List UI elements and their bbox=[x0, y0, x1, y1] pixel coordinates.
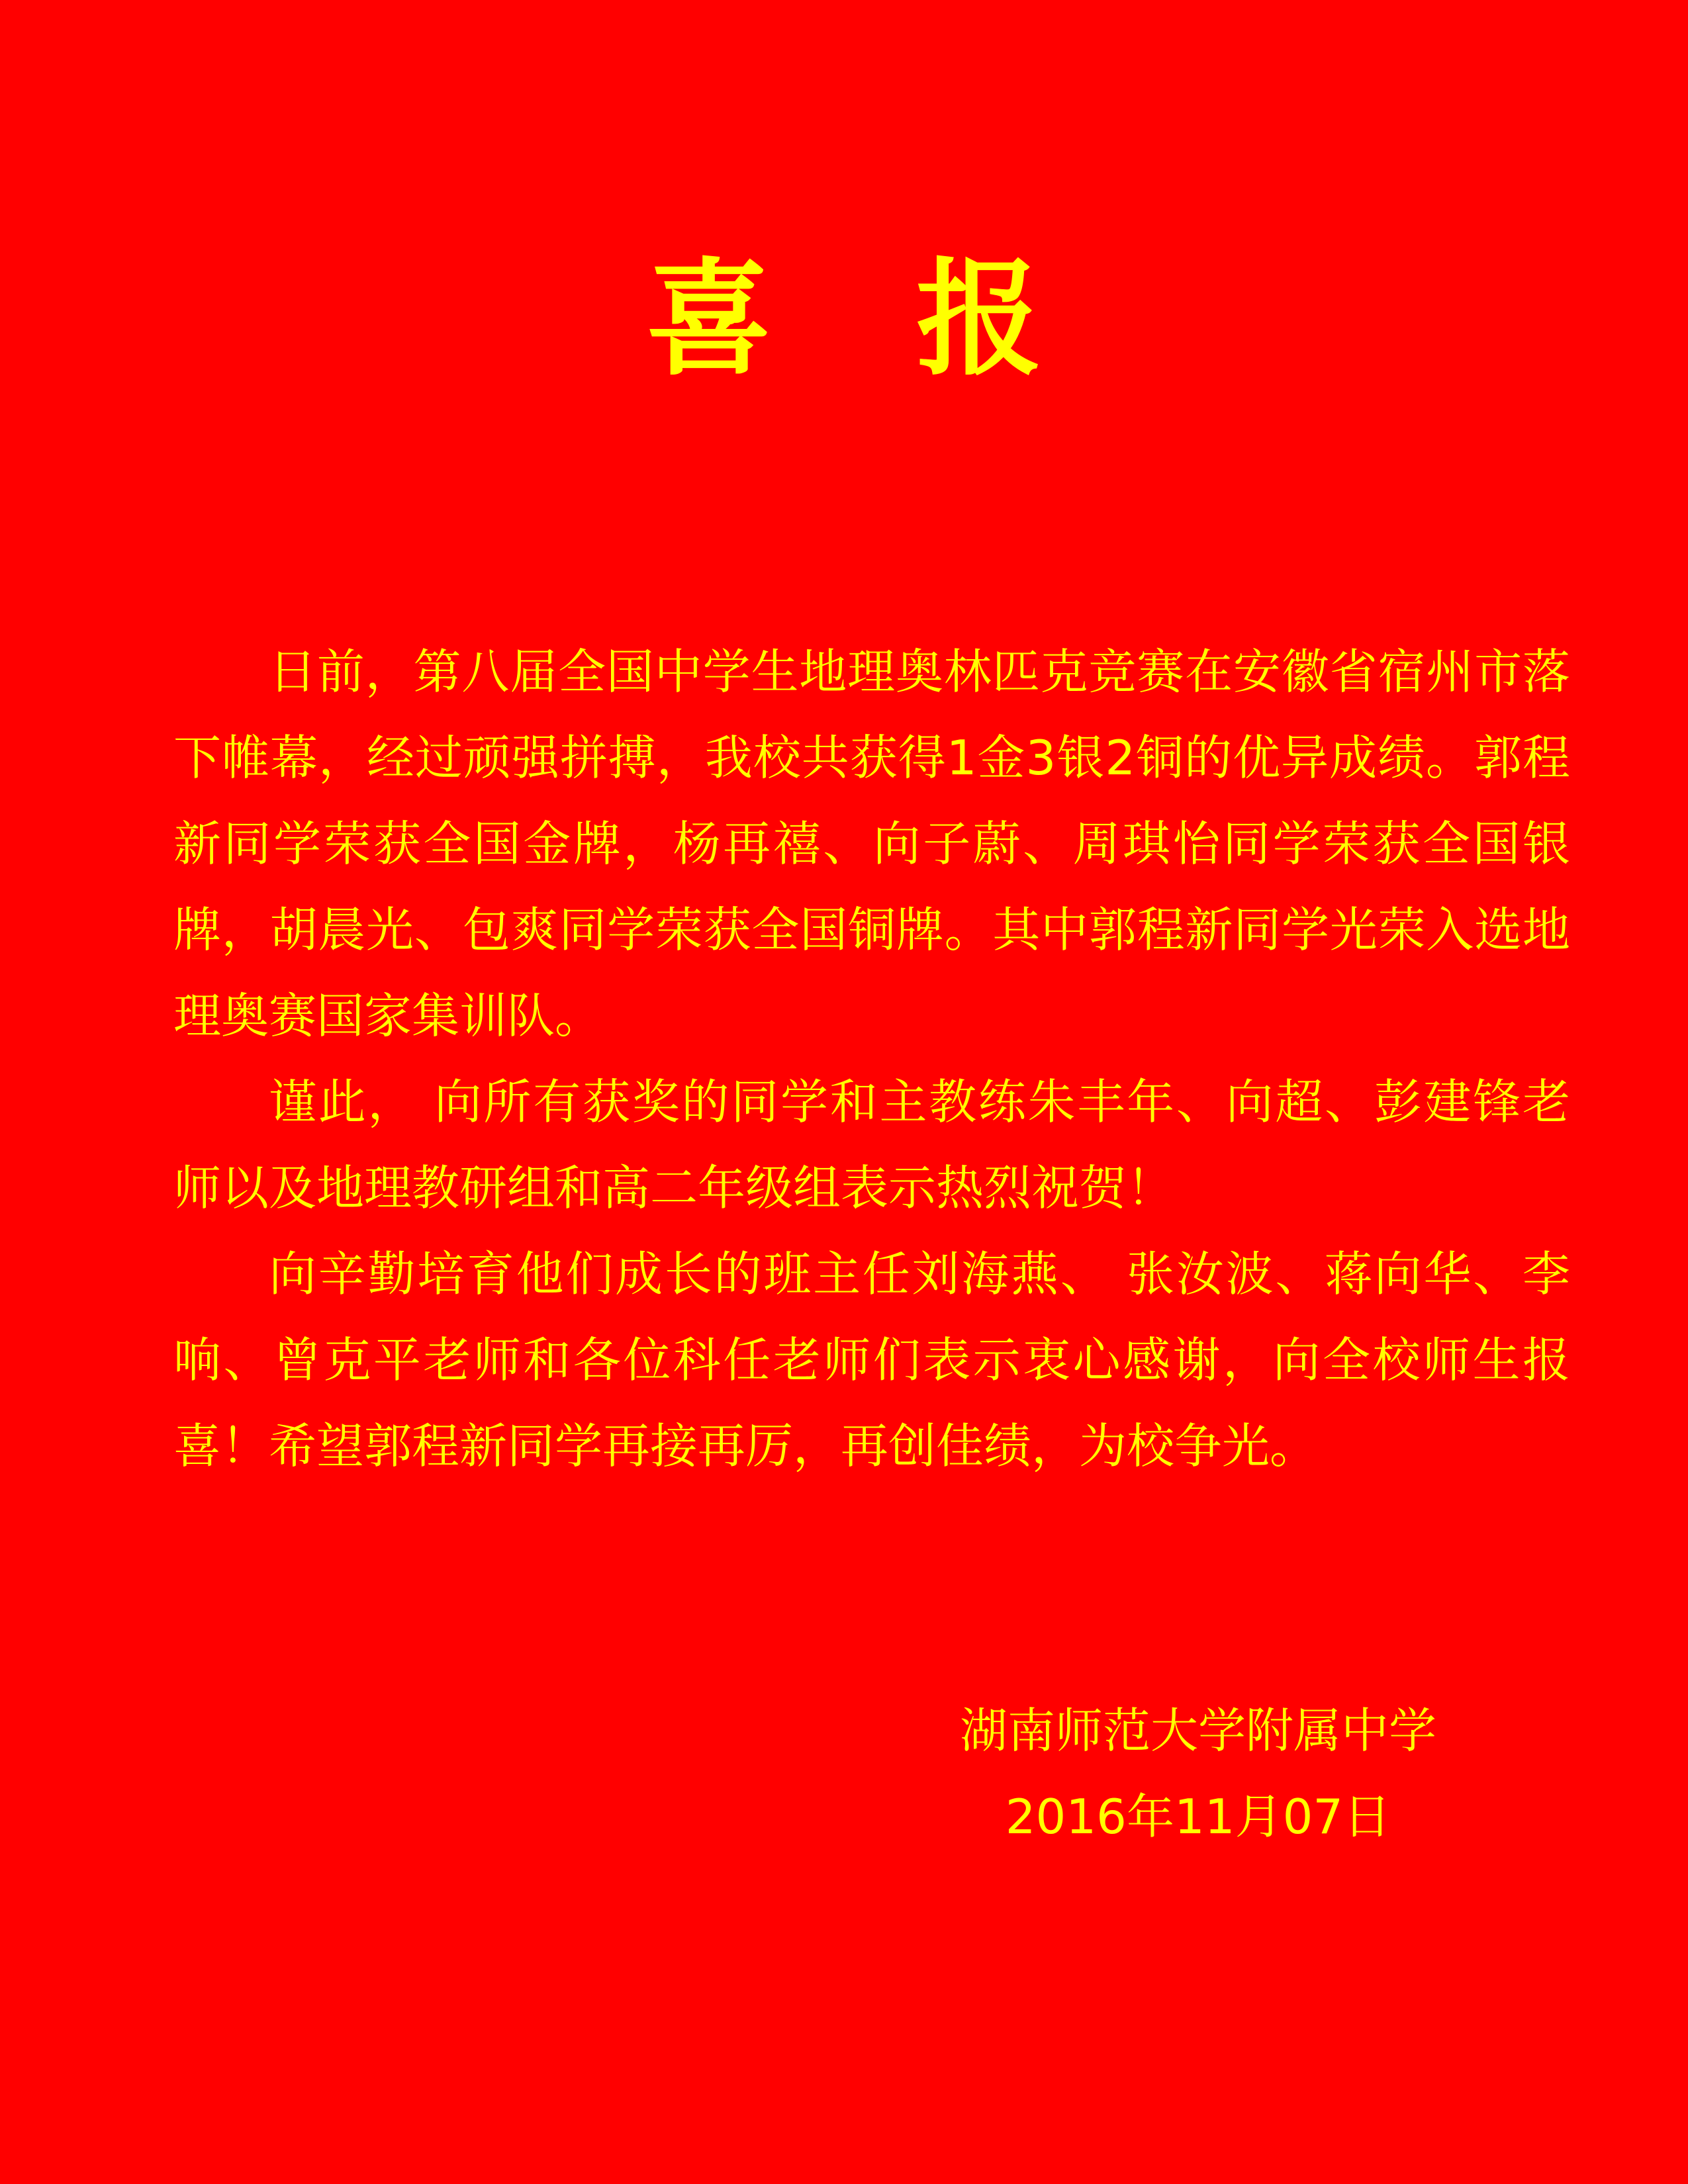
announcement-body bbox=[173, 629, 1570, 1489]
announcement-title bbox=[0, 246, 1688, 392]
signature-block bbox=[920, 1688, 1476, 1860]
signature-date: 2016年11月07日 bbox=[1005, 1789, 1391, 1844]
title-char-1: 喜 bbox=[645, 246, 772, 392]
title-char-2: 报 bbox=[916, 246, 1043, 392]
signature-school: 湖南师范大学附属中学 bbox=[959, 1703, 1436, 1758]
paragraph-results: 日前，第八届全国中学生地理奥林匹克竞赛在安徽省宿州市落下帷幕，经过顽强拼搏，我校共获得1金3银2铜的优异成绩。郭程新同学荣获全国金牌，杨再禧、向子蔚、周琪怡同学荣获全国银牌，胡晨光、包爽同学荣获全国铜牌。其中郭程新同学光荣入选地理奥赛国家集训队。 bbox=[173, 644, 1570, 1044]
paragraph-congratulations: 谨此， 向所有获奖的同学和主教练朱丰年、向超、彭建锋老师以及地理教研组和高二年级组表示热烈祝贺！ bbox=[173, 1074, 1570, 1216]
paragraph-thanks: 向辛勤培育他们成长的班主任刘海燕、 张汝波、蒋向华、李响、曾克平老师和各位科任老师们表示衷心感谢，向全校师生报喜！希望郭程新同学再接再厉，再创佳绩，为校争光。 bbox=[173, 1246, 1570, 1474]
